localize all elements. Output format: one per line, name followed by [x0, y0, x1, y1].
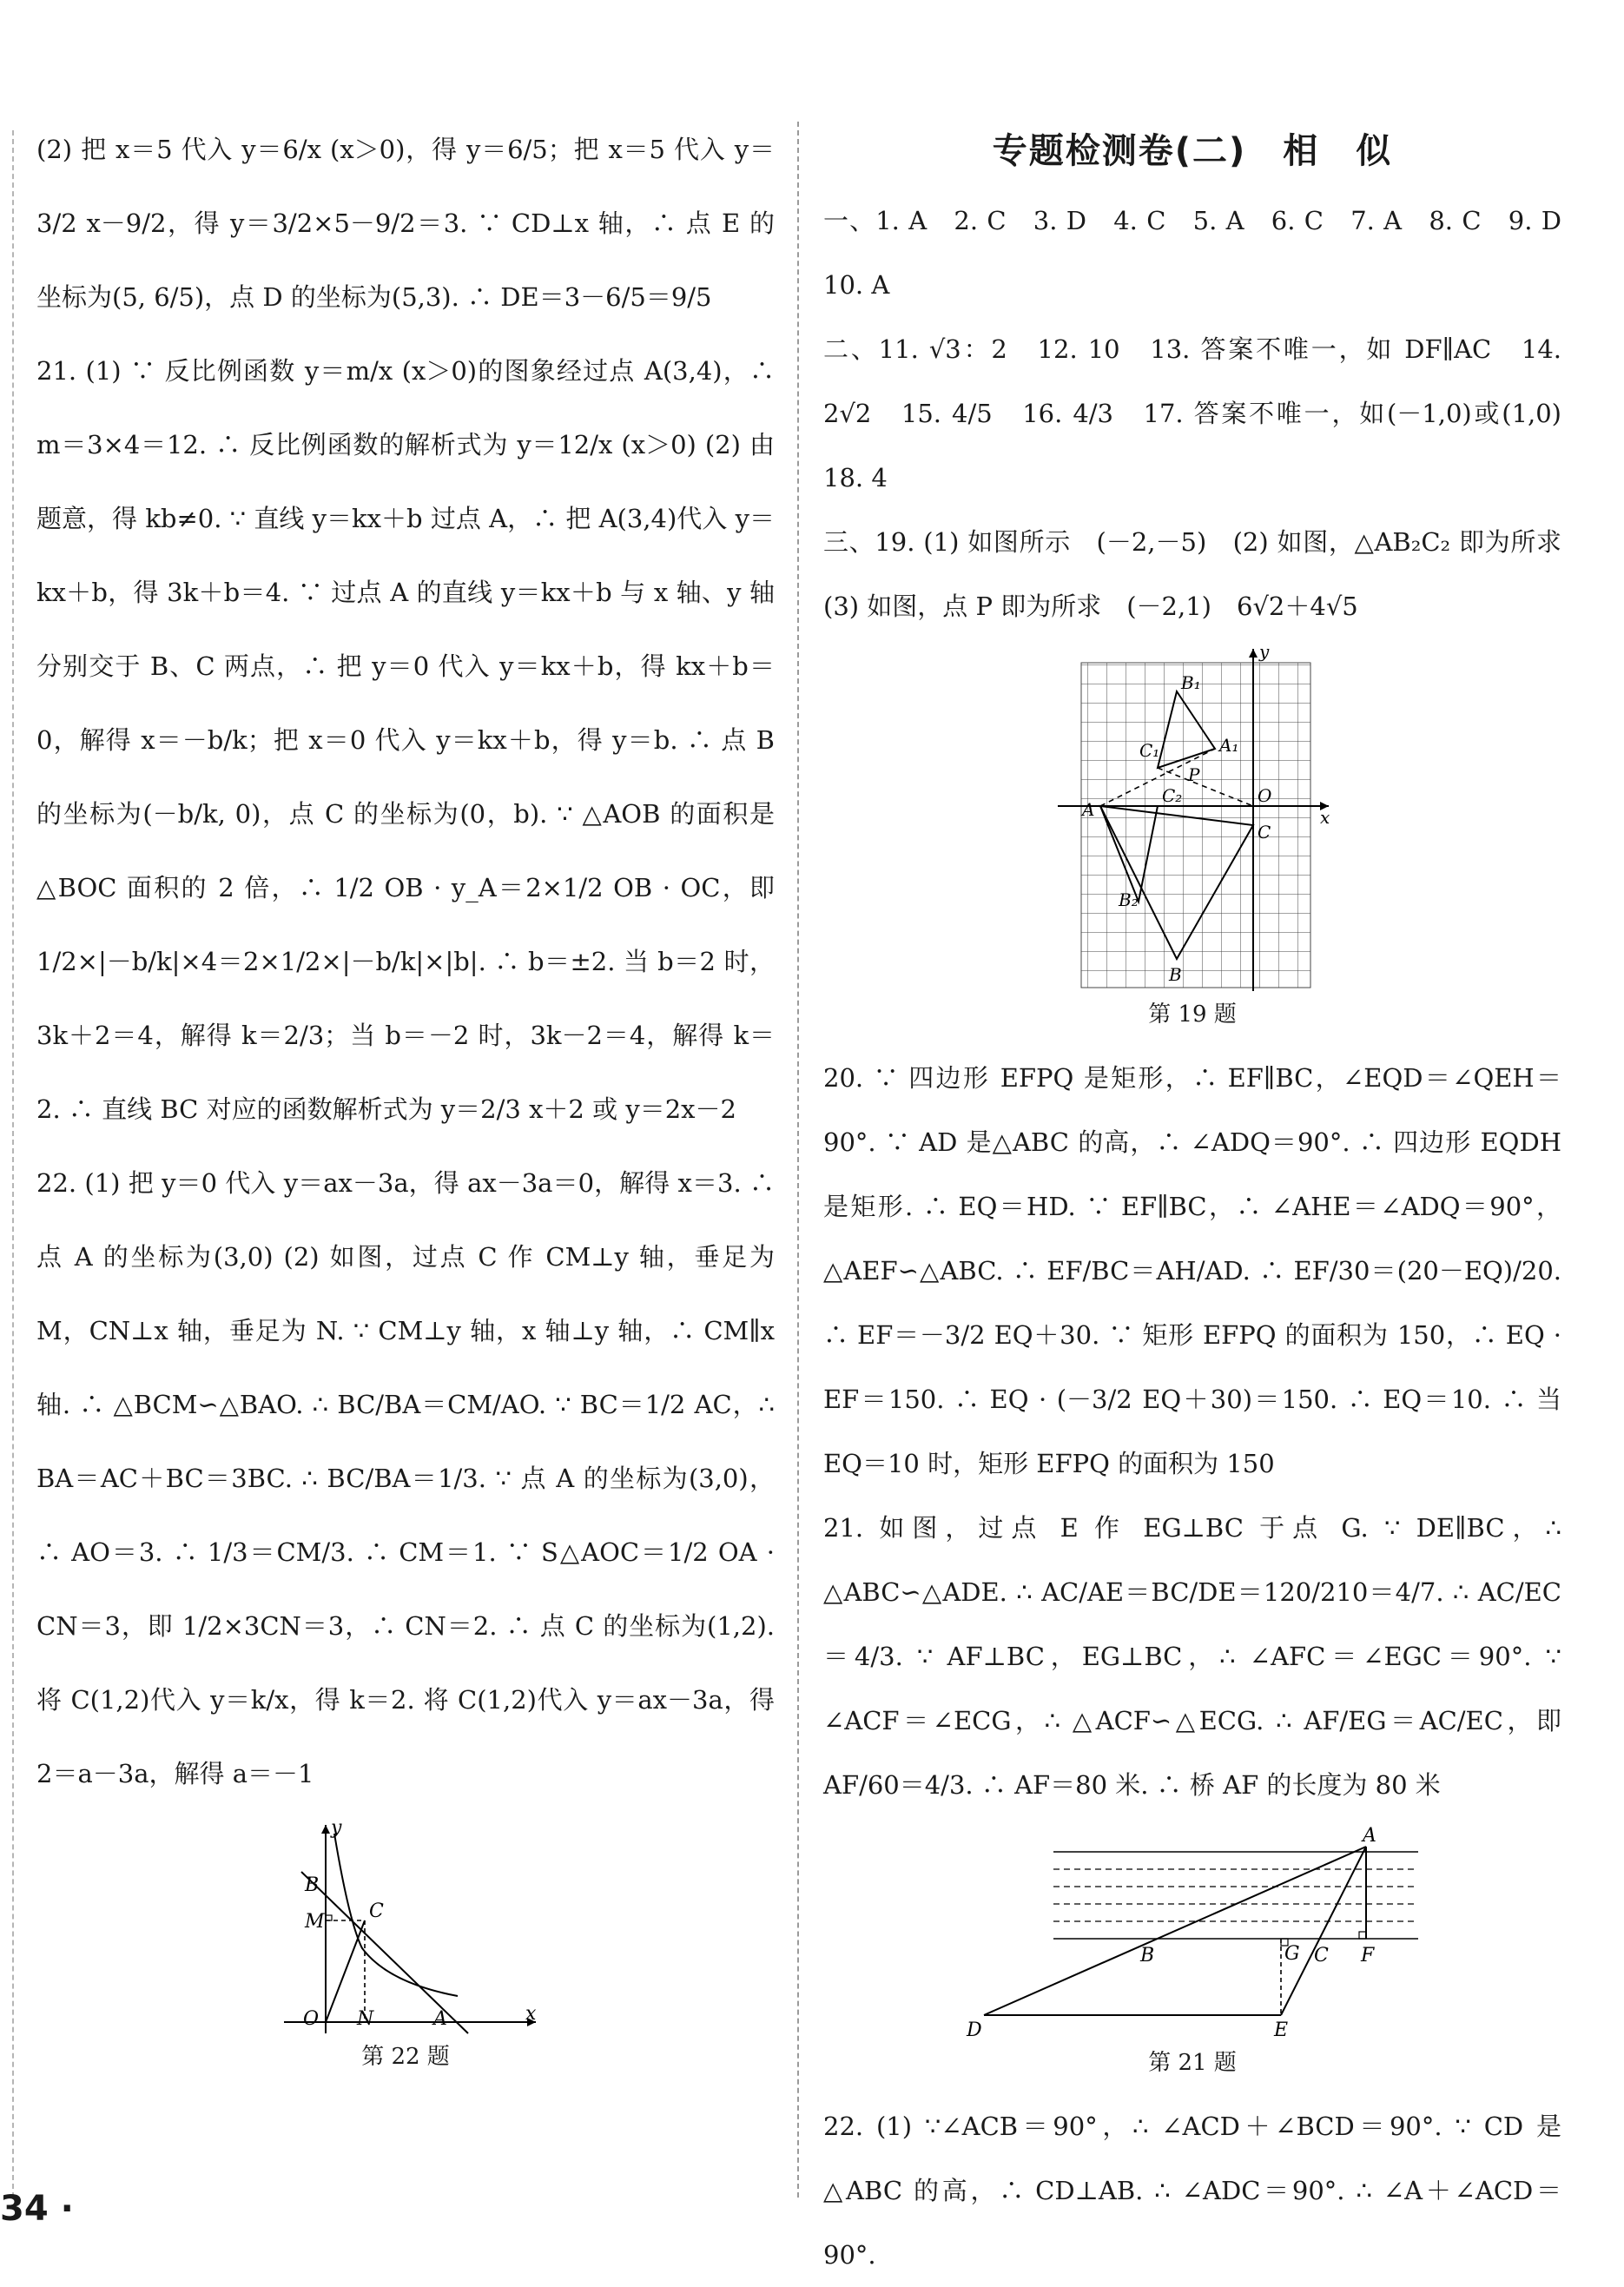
right-column — [823, 113, 1588, 2287]
fig22-label-A: A — [433, 2008, 447, 2030]
fig19-label-C: C — [1258, 822, 1271, 843]
fig19-label-B2: B₂ — [1119, 889, 1139, 910]
fig19-label-C2: C₂ — [1162, 785, 1183, 806]
left-column — [36, 113, 775, 2088]
fig21-label-B: B — [1140, 1945, 1155, 1966]
fig19-label-B: B — [1169, 964, 1182, 985]
answer-20: 20. ∵ 四边形 EFPQ 是矩形，∴ EF∥BC，∠EQD＝∠QEH＝90°. ∵ AD 是△ABC 的高，∴ ∠ADQ＝90°. ∴ 四边形 EQDH 是矩形. ∴ EQ＝HD. ∵ EF∥BC，∴ ∠AHE＝∠ADQ＝90°，△AEF∽△ABC. ∴ EF/BC＝AH/AD. ∴ EF/30＝(20－EQ)/20. ∴ EF＝－3/2 EQ＋30. ∵ 矩形 EFPQ 的面积为 150，∴ EQ · EF＝150. ∴ EQ · (－3/2 EQ＋30)＝150. ∴ EQ＝10. ∴ 当 EQ＝10 时，矩形 EFPQ 的面积为 150 — [823, 1063, 1561, 1478]
fig22-label-M: M — [305, 1911, 325, 1933]
answer-21: 21. (1) ∵ 反比例函数 y＝m/x (x＞0)的图象经过点 A(3,4)，∴ m＝3×4＝12. ∴ 反比例函数的解析式为 y＝12/x (x＞0) (2) 由题意，得 kb≠0. ∵ 直线 y＝kx＋b 过点 A，∴ 把 A(3,4)代入 y＝kx＋b，得 3k＋b＝4. ∵ 过点 A 的直线 y＝kx＋b 与 x 轴、y 轴分别交于 B、C 两点，∴ 把 y＝0 代入 y＝kx＋b，得 kx＋b＝0，解得 x＝－b/k；把 x＝0 代入 y＝kx＋b，得 y＝b. ∴ 点 B 的坐标为(－b/k, 0)，点 C 的坐标为(0，b). ∵ △AOB 的面积是△BOC 面积的 2 倍，∴ 1/2 OB · y_A＝2×1/2 OB · OC，即 1/2×|－b/k|×4＝2×1/2×|－b/k|×|b|. ∴ b＝±2. 当 b＝2 时，3k＋2＝4，解得 k＝2/3；当 b＝－2 时，3k－2＝4，解得 k＝2. ∴ 直线 BC 对应的函数解析式为 y＝2/3 x＋2 或 y＝2x－2 — [36, 356, 775, 1124]
fig22-label-y: y — [331, 1818, 342, 1839]
fig22-label-N: N — [357, 2008, 374, 2030]
figure-19 — [1049, 645, 1336, 993]
figure-22-caption: 第 22 题 — [361, 2044, 450, 2070]
answer-22-right: 22. (1) ∵∠ACB＝90°，∴ ∠ACD＋∠BCD＝90°. ∵ CD 是△ABC 的高，∴ CD⊥AB. ∴ ∠ADC＝90°. ∴ ∠A＋∠ACD＝90°. — [823, 2112, 1561, 2270]
fig19-label-C1: C₁ — [1139, 740, 1160, 761]
column-divider — [797, 122, 799, 2198]
fig22-label-B: B — [305, 1874, 320, 1896]
page-number: 34 · — [0, 2189, 74, 2229]
fig19-label-x: x — [1320, 807, 1330, 828]
section-title: 专题检测卷(二) 相 似 — [992, 131, 1393, 171]
fig19-label-A: A — [1082, 799, 1095, 820]
left-edge-cut-line — [12, 130, 14, 2198]
fig21-label-D: D — [967, 2019, 982, 2041]
fig21-label-F: F — [1361, 1945, 1375, 1966]
answers-part3: 三、19. (1) 如图所示 (－2,－5) (2) 如图，△AB₂C₂ 即为所求 (3) 如图，点 P 即为所求 (－2,1) 6√2＋4√5 — [823, 527, 1588, 621]
fig19-label-B1: B₁ — [1181, 672, 1201, 693]
fig22-label-O: O — [303, 2008, 320, 2030]
fig21-label-E: E — [1274, 2019, 1289, 2041]
fig22-label-x: x — [525, 2003, 537, 2025]
fig19-label-A1: A₁ — [1219, 735, 1239, 756]
answer-20-part2: (2) 把 x＝5 代入 y＝6/x (x＞0)，得 y＝6/5；把 x＝5 代入 y＝3/2 x－9/2，得 y＝3/2×5－9/2＝3. ∵ CD⊥x 轴，∴ 点 E 的坐标为(5, 6/5)，点 D 的坐标为(5,3). ∴ DE＝3－6/5＝9/5 — [36, 135, 775, 312]
fig22-label-C: C — [369, 1900, 384, 1922]
answer-21: 21. 如图，过点 E 作 EG⊥BC 于点 G. ∵ DE∥BC，∴ △ABC∽△ADE. ∴ AC/AE＝BC/DE＝120/210＝4/7. ∴ AC/EC＝4/3. ∵ AF⊥BC，EG⊥BC，∴ ∠AFC＝∠EGC＝90°. ∵ ∠ACF＝∠ECG，∴ △ACF∽△ECG. ∴ AF/EG＝AC/EC，即 AF/60＝4/3. ∴ AF＝80 米. ∴ 桥 AF 的长度为 80 米 — [823, 1513, 1561, 1800]
answer-22: 22. (1) 把 y＝0 代入 y＝ax－3a，得 ax－3a＝0，解得 x＝3. ∴ 点 A 的坐标为(3,0) (2) 如图，过点 C 作 CM⊥y 轴，垂足为 M，CN⊥x 轴，垂足为 N. ∵ CM⊥y 轴，x 轴⊥y 轴，∴ CM∥x 轴. ∴ △BCM∽△BAO. ∴ BC/BA＝CM/AO. ∵ BC＝1/2 AC，∴ BA＝AC＋BC＝3BC. ∴ BC/BA＝1/3. ∵ 点 A 的坐标为(3,0)，∴ AO＝3. ∴ 1/3＝CM/3. ∴ CM＝1. ∵ S△AOC＝1/2 OA · CN＝3，即 1/2×3CN＝3，∴ CN＝2. ∴ 点 C 的坐标为(1,2). 将 C(1,2)代入 y＝k/x，得 k＝2. 将 C(1,2)代入 y＝ax－3a，得 2＝a－3a，解得 a＝－1 — [36, 1168, 775, 1788]
figure-22 — [267, 1818, 545, 2035]
fig19-label-O: O — [1258, 785, 1272, 806]
fig19-label-y: y — [1259, 645, 1270, 662]
figure-19-caption: 第 19 题 — [1148, 1001, 1237, 1028]
fig21-label-A: A — [1363, 1825, 1376, 1847]
answers-part2: 二、11. √3：2 12. 10 13. 答案不唯一，如 DF∥AC 14. 2√2 15. 4/5 16. 4/3 17. 答案不唯一，如(－1,0)或(1,0) 18. 4 — [823, 334, 1588, 492]
figure-21-caption: 第 21 题 — [1148, 2050, 1237, 2076]
fig21-label-G: G — [1284, 1943, 1300, 1965]
answers-part1: 一、1. A 2. C 3. D 4. C 5. A 6. C 7. A 8. C 9. D 10. A — [823, 206, 1588, 300]
figure-21 — [949, 1824, 1436, 2041]
fig21-label-C: C — [1314, 1945, 1329, 1966]
fig19-label-P: P — [1188, 764, 1200, 785]
